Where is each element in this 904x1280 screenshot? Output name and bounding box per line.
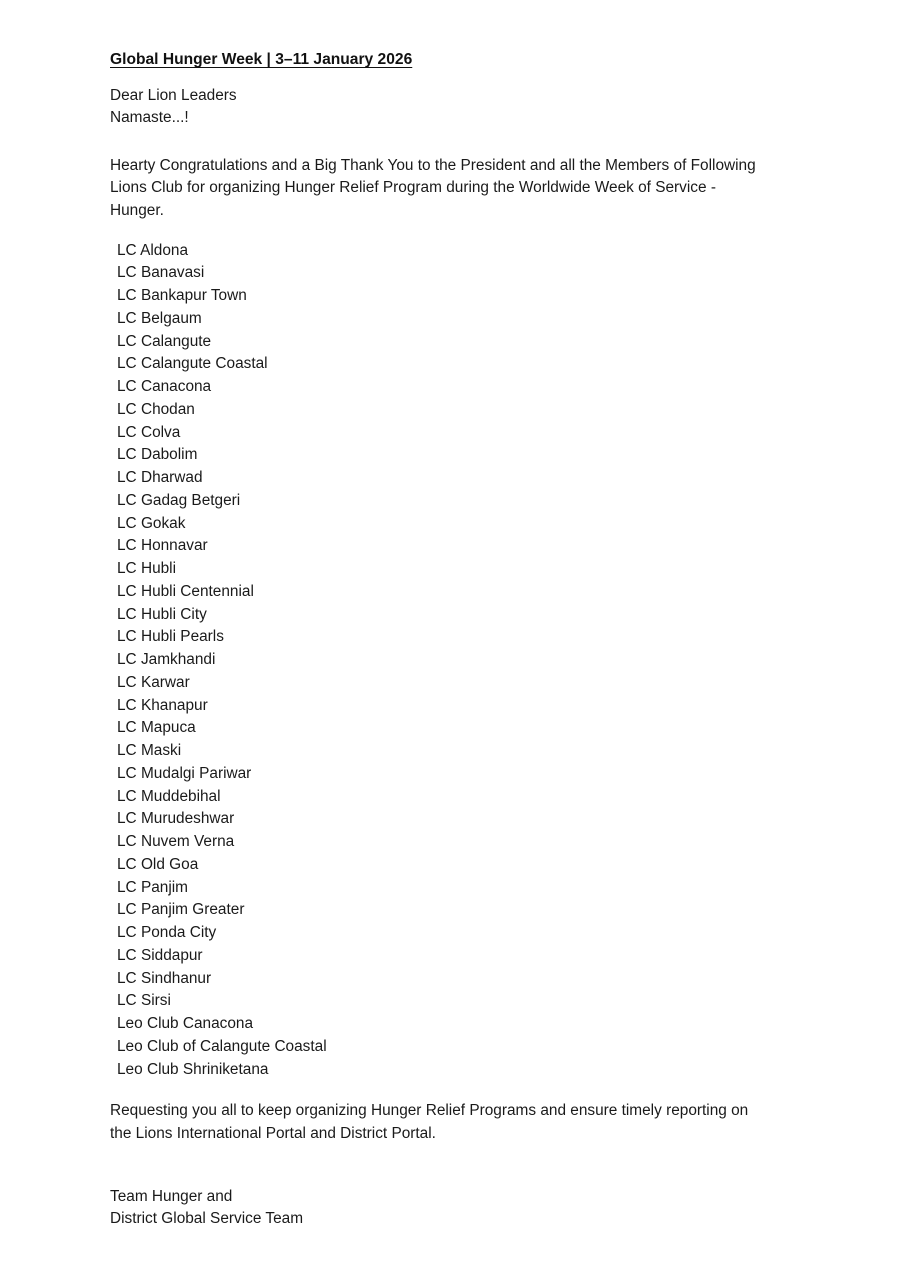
intro-line: Hearty Congratulations and a Big Thank You to the President and all the Members of Following: [110, 156, 756, 174]
club-list-item: LC Old Goa: [117, 855, 199, 873]
signature: [110, 1186, 816, 1231]
intro-paragraph: [110, 155, 816, 223]
club-list-item: LC Hubli Pearls: [117, 628, 224, 646]
club-list-item: LC Khanapur: [117, 696, 208, 714]
signature-line: Team Hunger and: [110, 1187, 233, 1205]
club-list-item: LC Gadag Betgeri: [117, 491, 241, 509]
salutation-line: Dear Lion Leaders: [110, 86, 237, 104]
club-list-item: LC Chodan: [117, 400, 195, 418]
club-list-item: LC Canacona: [117, 378, 212, 396]
intro-line: Hunger.: [110, 201, 164, 219]
club-list-item: LC Hubli: [117, 560, 177, 578]
club-list-item: LC Calangute: [117, 332, 212, 350]
club-list-item: LC Hubli City: [117, 605, 207, 623]
club-list-item: LC Gokak: [117, 514, 186, 532]
club-list-item: LC Mapuca: [117, 719, 196, 737]
club-list-item: LC Ponda City: [117, 924, 217, 942]
club-list-item: LC Hubli Centennial: [117, 582, 254, 600]
club-list-item: LC Muddebihal: [117, 787, 221, 805]
signature-line: District Global Service Team: [110, 1210, 304, 1228]
club-list-item: LC Jamkhandi: [117, 651, 216, 669]
document-title: Global Hunger Week | 3–11 January 2026: [110, 51, 413, 68]
intro-line: Lions Club for organizing Hunger Relief Program during the Worldwide Week of Service -: [110, 179, 716, 197]
closing-line: Requesting you all to keep organizing Hunger Relief Programs and ensure timely reporting on: [110, 1102, 749, 1120]
club-list-item: Leo Club of Calangute Coastal: [117, 1037, 327, 1055]
club-list-item: LC Siddapur: [117, 946, 203, 964]
club-list-item: Leo Club Shriniketana: [117, 1060, 269, 1078]
club-list-item: LC Bankapur Town: [117, 287, 247, 305]
club-list-item: LC Panjim: [117, 878, 188, 896]
club-list-item: LC Maski: [117, 742, 182, 760]
club-list: [110, 240, 816, 1082]
club-list-item: LC Sirsi: [117, 992, 171, 1010]
salutation-line: Namaste...!: [110, 109, 189, 127]
club-list-item: LC Murudeshwar: [117, 810, 235, 828]
club-list-item: LC Sindhanur: [117, 969, 212, 987]
club-list-item: LC Calangute Coastal: [117, 355, 268, 373]
club-list-item: LC Nuvem Verna: [117, 833, 235, 851]
club-list-item: LC Belgaum: [117, 309, 202, 327]
club-list-item: LC Aldona: [117, 241, 189, 259]
club-list-item: LC Colva: [117, 423, 181, 441]
club-list-item: Leo Club Canacona: [117, 1015, 254, 1033]
closing-line: the Lions International Portal and District Portal.: [110, 1124, 436, 1142]
club-list-item: LC Panjim Greater: [117, 901, 245, 919]
club-list-item: LC Dabolim: [117, 446, 198, 464]
club-list-item: LC Banavasi: [117, 264, 205, 282]
club-list-item: LC Honnavar: [117, 537, 208, 555]
club-list-item: LC Karwar: [117, 673, 190, 691]
club-list-item: LC Mudalgi Pariwar: [117, 764, 252, 782]
club-list-item: LC Dharwad: [117, 469, 203, 487]
salutation: [110, 85, 816, 130]
closing-paragraph: [110, 1100, 816, 1145]
